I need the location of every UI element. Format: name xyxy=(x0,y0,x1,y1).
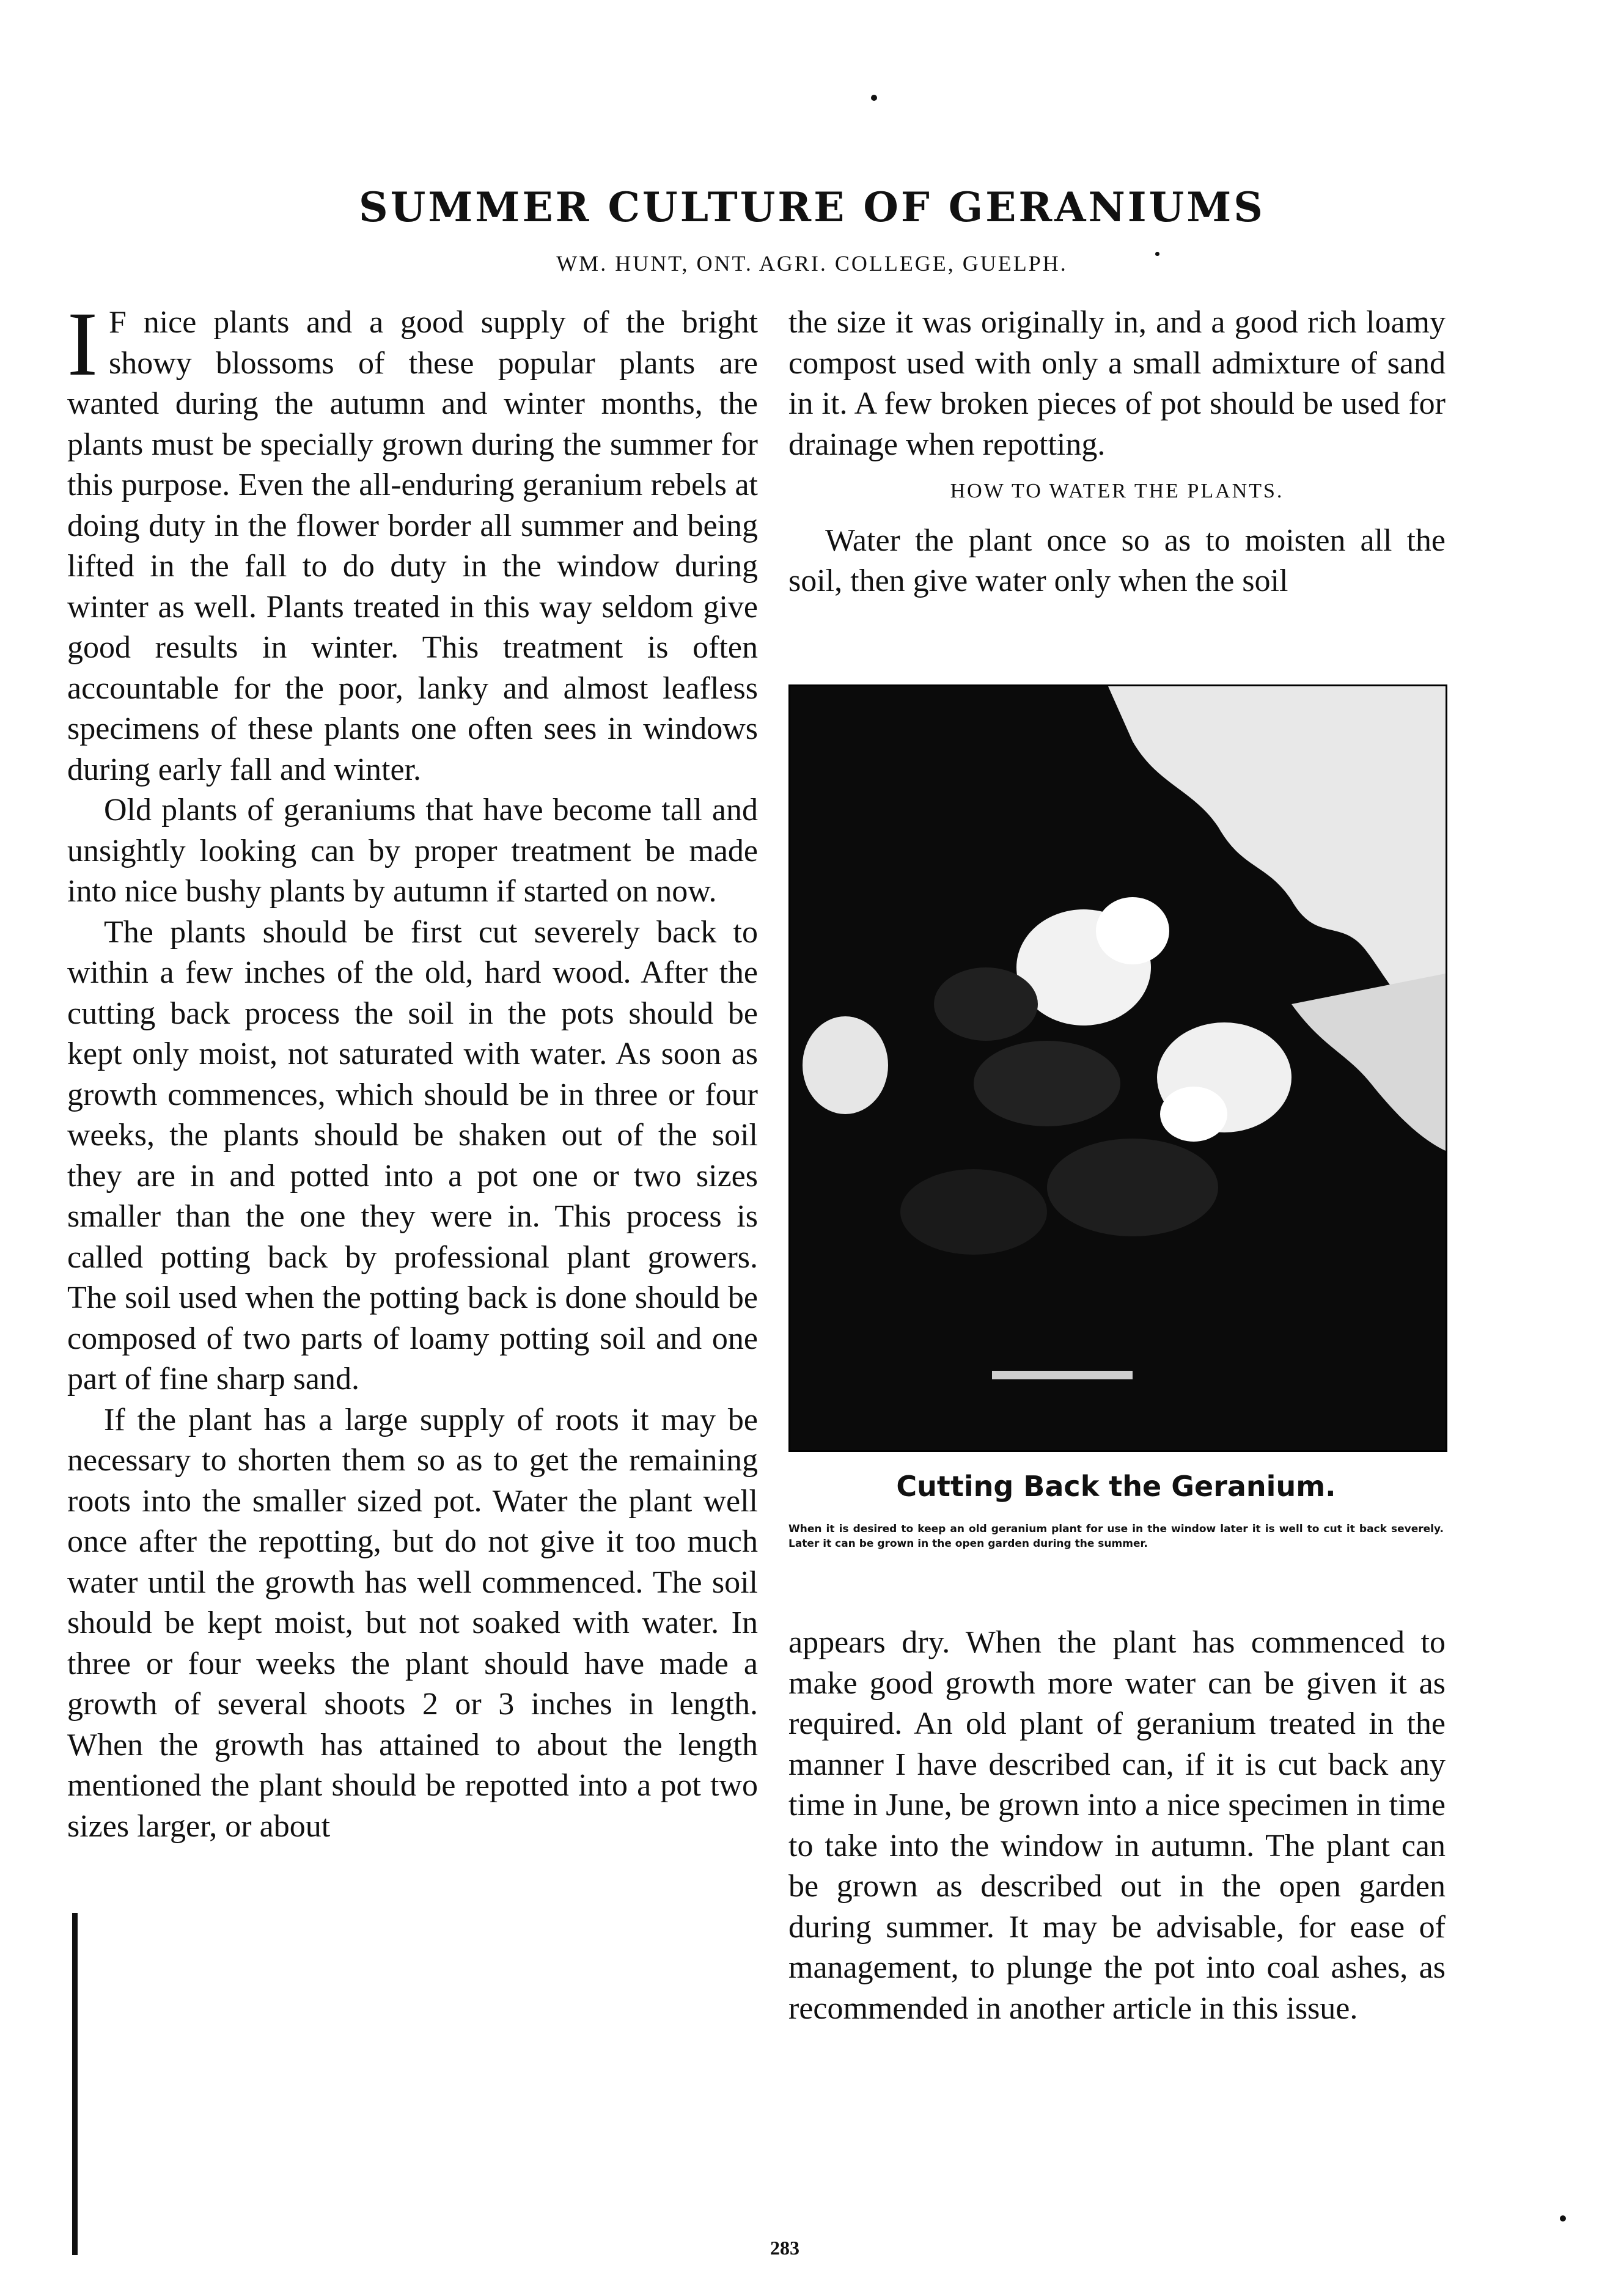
paragraph: the size it was originally in, and a good rich loamy compost used with only a small admixture of sand in it. A few broken pieces of pot should be used for drainage when repotting. xyxy=(788,305,1446,462)
article-byline: WM. HUNT, ONT. AGRI. COLLEGE, GUELPH. xyxy=(556,251,1068,276)
geranium-photo-art xyxy=(790,686,1446,1450)
paragraph xyxy=(67,293,758,790)
scan-speck xyxy=(1560,2215,1566,2221)
right-column-top xyxy=(788,303,1446,602)
drop-cap: I xyxy=(67,293,98,395)
paragraph: appears dry. When the plant has commenced to make good growth more water can be given it as required. An old plant of geranium treated in the manner I have described can, if it is cut back any time in June, be grown into a nice specimen in time to take into the window in autumn. The plant can be grown as described out in the open garden during summer. It may be advisable, for ease of management, to plunge the pot into coal ashes, as recommended in another article in this issue. xyxy=(788,1625,1446,2026)
left-column xyxy=(67,293,758,1847)
paragraph: Old plants of geraniums that have become tall and unsightly looking can by proper treatment be made into nice bushy plants by autumn if started on now. xyxy=(67,793,758,909)
page-number: 283 xyxy=(770,2237,799,2259)
paragraph-text: F nice plants and a good supply of the bright showy blossoms of these popular plants are wanted during the autumn and winter months, the plants must be specially grown during the summer for this purpose. Even the all-enduring geranium rebels at doing duty in the flower border all summer and being lifted in the fall to do duty in the window during winter as well. Plants treated in this way seldom give good results in winter. This treatment is often accountable for the poor, lanky and almost leafless specimens of these plants one often sees in windows during early fall and winter. xyxy=(67,305,758,787)
article-title: SUMMER CULTURE OF GERANIUMS xyxy=(359,183,1265,231)
right-column-bottom xyxy=(788,1623,1446,2029)
scan-margin-bar xyxy=(72,1913,78,2255)
paragraph: Water the plant once so as to moisten all the soil, then give water only when the soil xyxy=(788,523,1446,598)
section-subhead: HOW TO WATER THE PLANTS. xyxy=(950,480,1284,502)
paragraph: The plants should be first cut severely back to within a few inches of the old, hard wood. After the cutting back process the soil in the pots should be kept only moist, not saturated with water. As soon as growth commences, which should be in three or four weeks, the plants should be shaken out of the soil they are in and potted into a pot one or two sizes smaller than the one they were in. This process is called potting back by professional plant growers. The soil used when the potting back is done should be composed of two parts of loamy potting soil and one part of fine sharp sand. xyxy=(67,914,758,1396)
geranium-photo xyxy=(788,684,1447,1452)
paragraph: If the plant has a large supply of roots it may be necessary to shorten them so as to get the remaining roots into the smaller sized pot. Water the plant well once after the repotting, but do not give it too much water until the growth has well commenced. The soil should be kept moist, but not soaked with water. In three or four weeks the plant should have made a growth of several shoots 2 or 3 inches in length. When the growth has attained to about the length mentioned the plant should be repotted into a pot two sizes larger, or about xyxy=(67,1402,758,1844)
figure-caption-body: When it is desired to keep an old geranium plant for use in the window later it is well to cut it back severely. Later it can be grown in the open garden during the summer. xyxy=(788,1523,1444,1550)
scan-speck xyxy=(871,95,877,101)
figure-caption-title: Cutting Back the Geranium. xyxy=(896,1470,1336,1503)
